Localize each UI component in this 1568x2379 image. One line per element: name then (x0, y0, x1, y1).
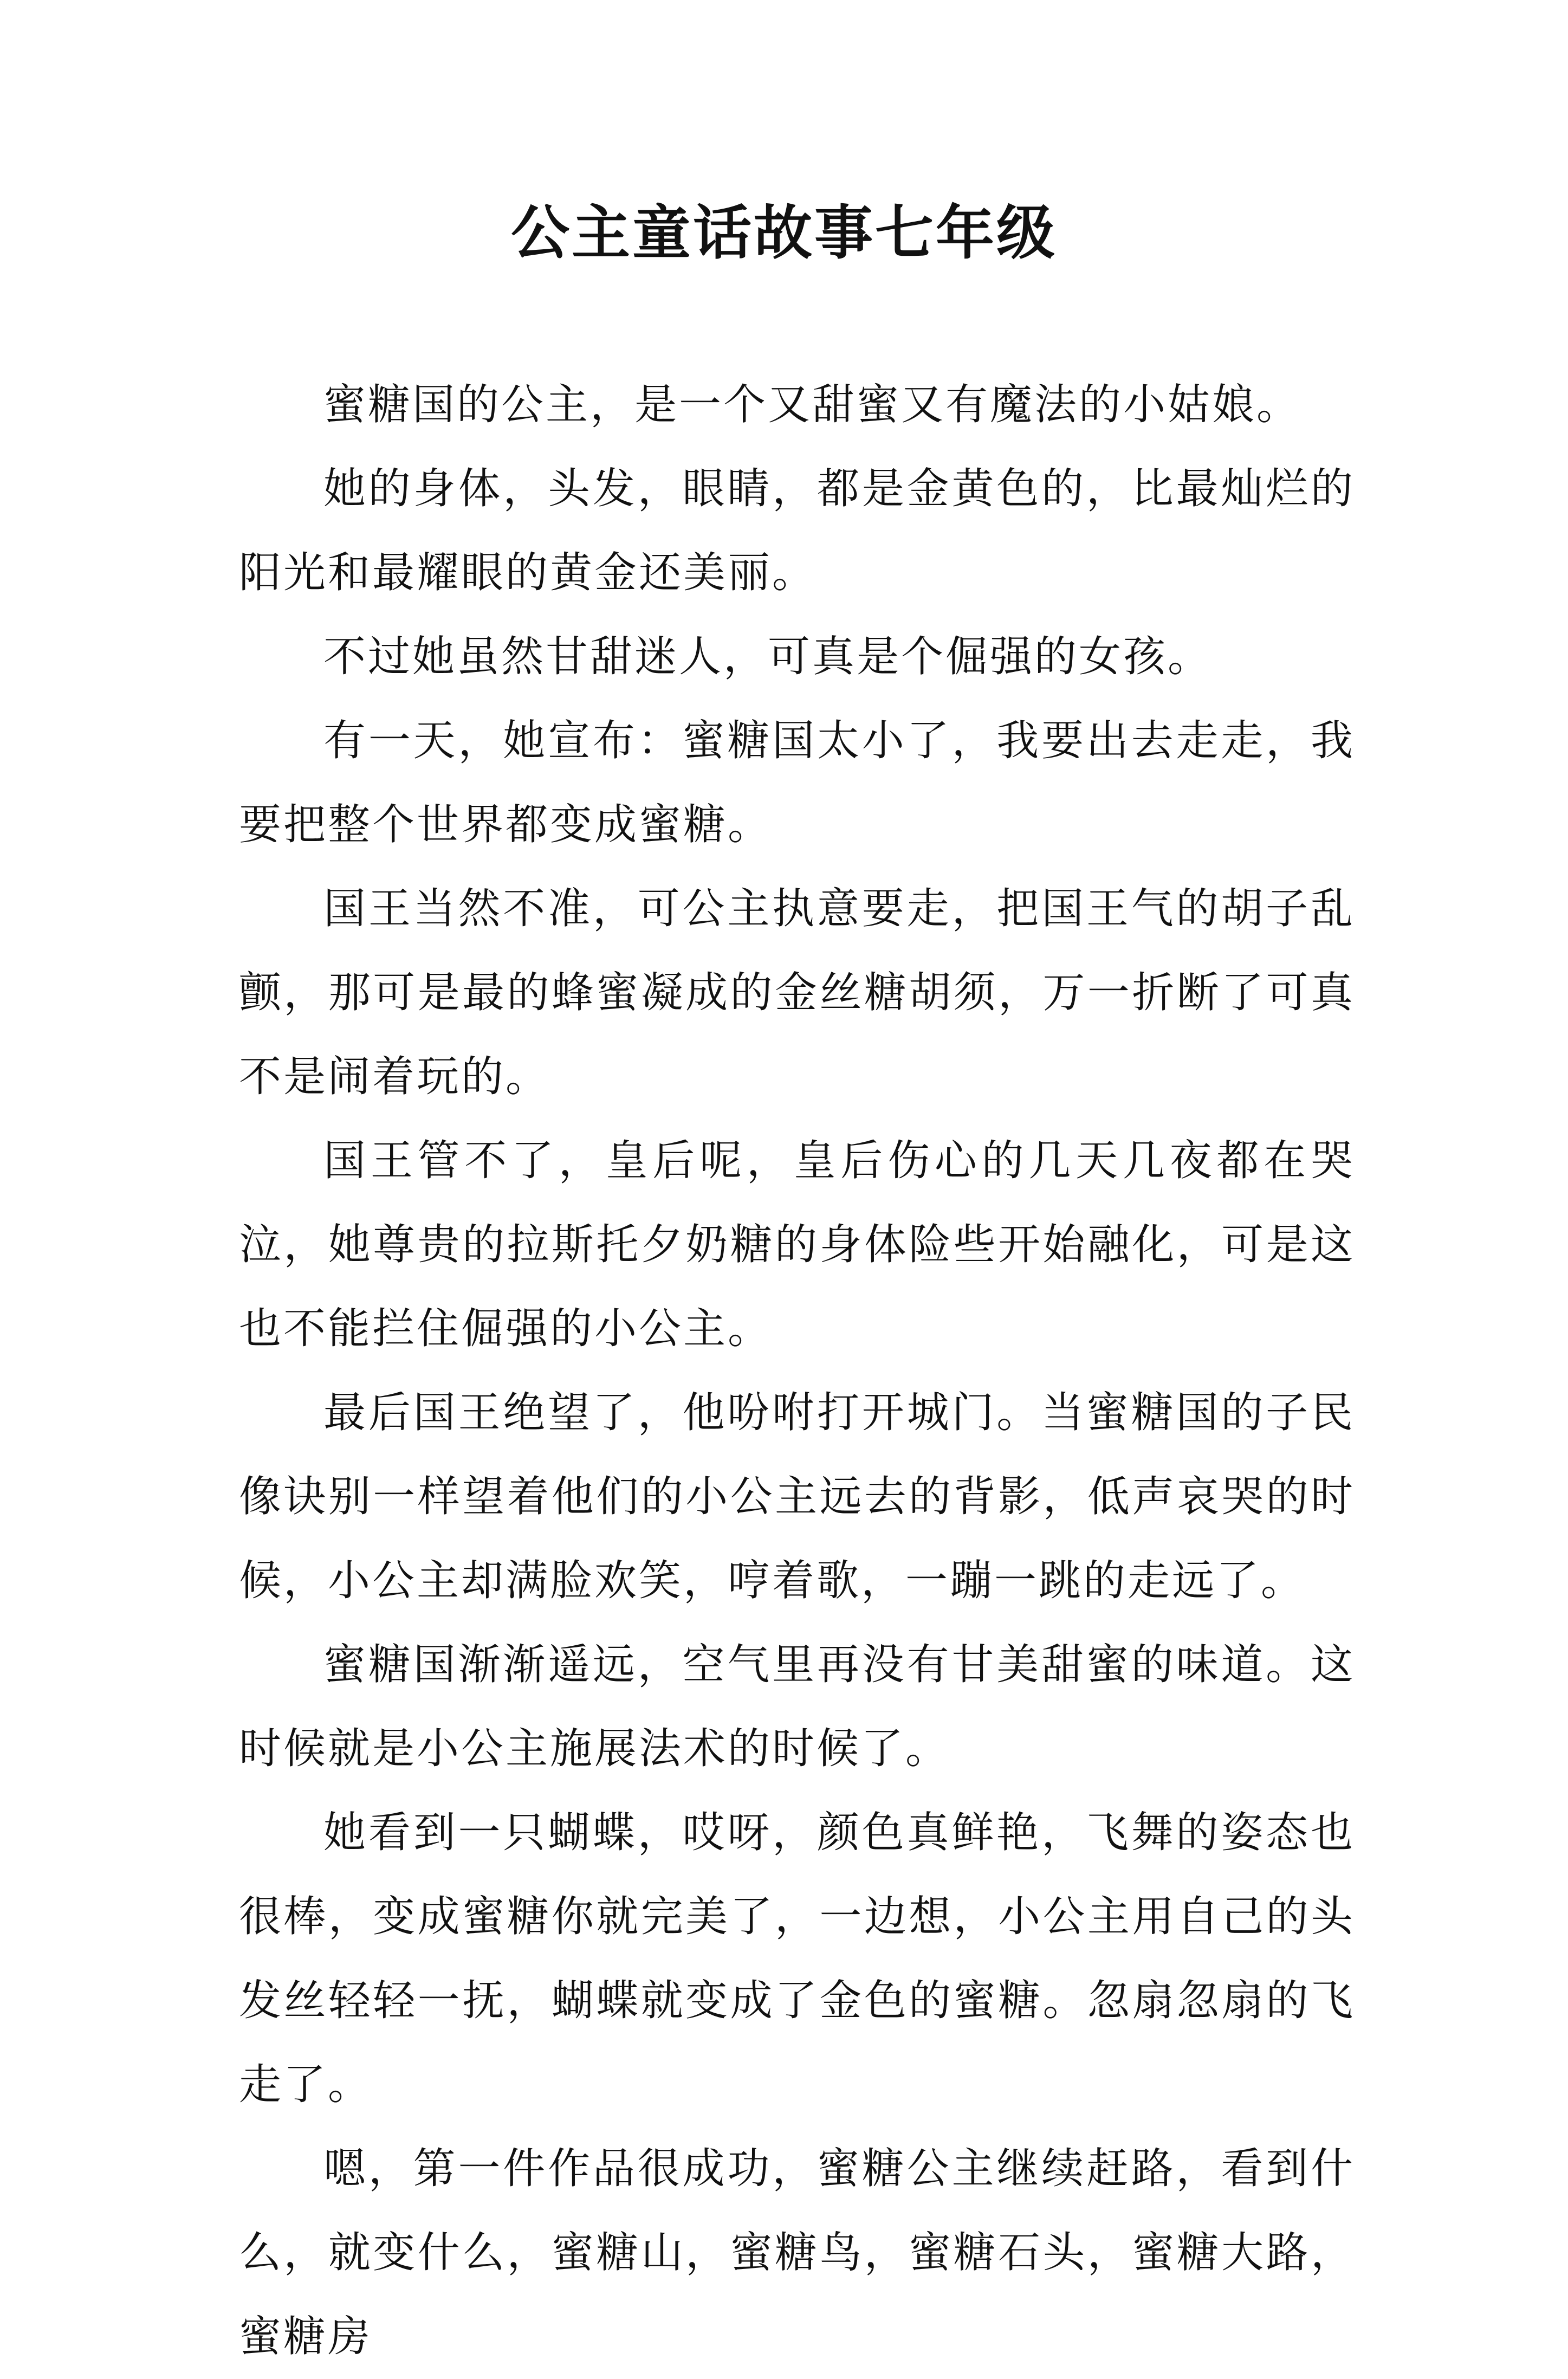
document-body (239, 363, 1355, 2379)
paragraph: 她看到一只蝴蝶，哎呀，颜色真鲜艳，飞舞的姿态也很棒，变成蜜糖你就完美了，一边想，小公主用自己的头发丝轻轻一抚，蝴蝶就变成了金色的蜜糖。忽扇忽扇的飞走了。 (239, 1808, 1355, 2109)
paragraph: 国王管不了，皇后呢，皇后伤心的几天几夜都在哭泣，她尊贵的拉斯托夕奶糖的身体险些开始融化，可是这也不能拦住倔强的小公主。 (239, 1136, 1355, 1353)
paragraph: 不过她虽然甘甜迷人，可真是个倔强的女孩。 (323, 632, 1213, 681)
paragraph: 有一天，她宣布：蜜糖国太小了，我要出去走走，我要把整个世界都变成蜜糖。 (239, 716, 1355, 849)
document-title: 公主童话故事七年级 (510, 199, 1057, 267)
paragraph: 最后国王绝望了，他吩咐打开城门。当蜜糖国的子民像诀别一样望着他们的小公主远去的背影，低声哀哭的时候，小公主却满脸欢笑，哼着歌，一蹦一跳的走远了。 (239, 1388, 1355, 1605)
paragraph: 蜜糖国渐渐遥远，空气里再没有甘美甜蜜的味道。这时候就是小公主施展法术的时候了。 (239, 1640, 1355, 1773)
paragraph: 蜜糖国的公主，是一个又甜蜜又有魔法的小姑娘。 (323, 380, 1301, 429)
paragraph: 国王当然不准，可公主执意要走，把国王气的胡子乱颤，那可是最的蜂蜜凝成的金丝糖胡须，万一折断了可真不是闹着玩的。 (239, 884, 1355, 1101)
paragraph: 她的身体，头发，眼睛，都是金黄色的，比最灿烂的阳光和最耀眼的黄金还美丽。 (239, 464, 1355, 597)
paragraph: 嗯，第一件作品很成功，蜜糖公主继续赶路，看到什么，就变什么，蜜糖山，蜜糖鸟，蜜糖石头，蜜糖大路，蜜糖房 (239, 2144, 1355, 2361)
